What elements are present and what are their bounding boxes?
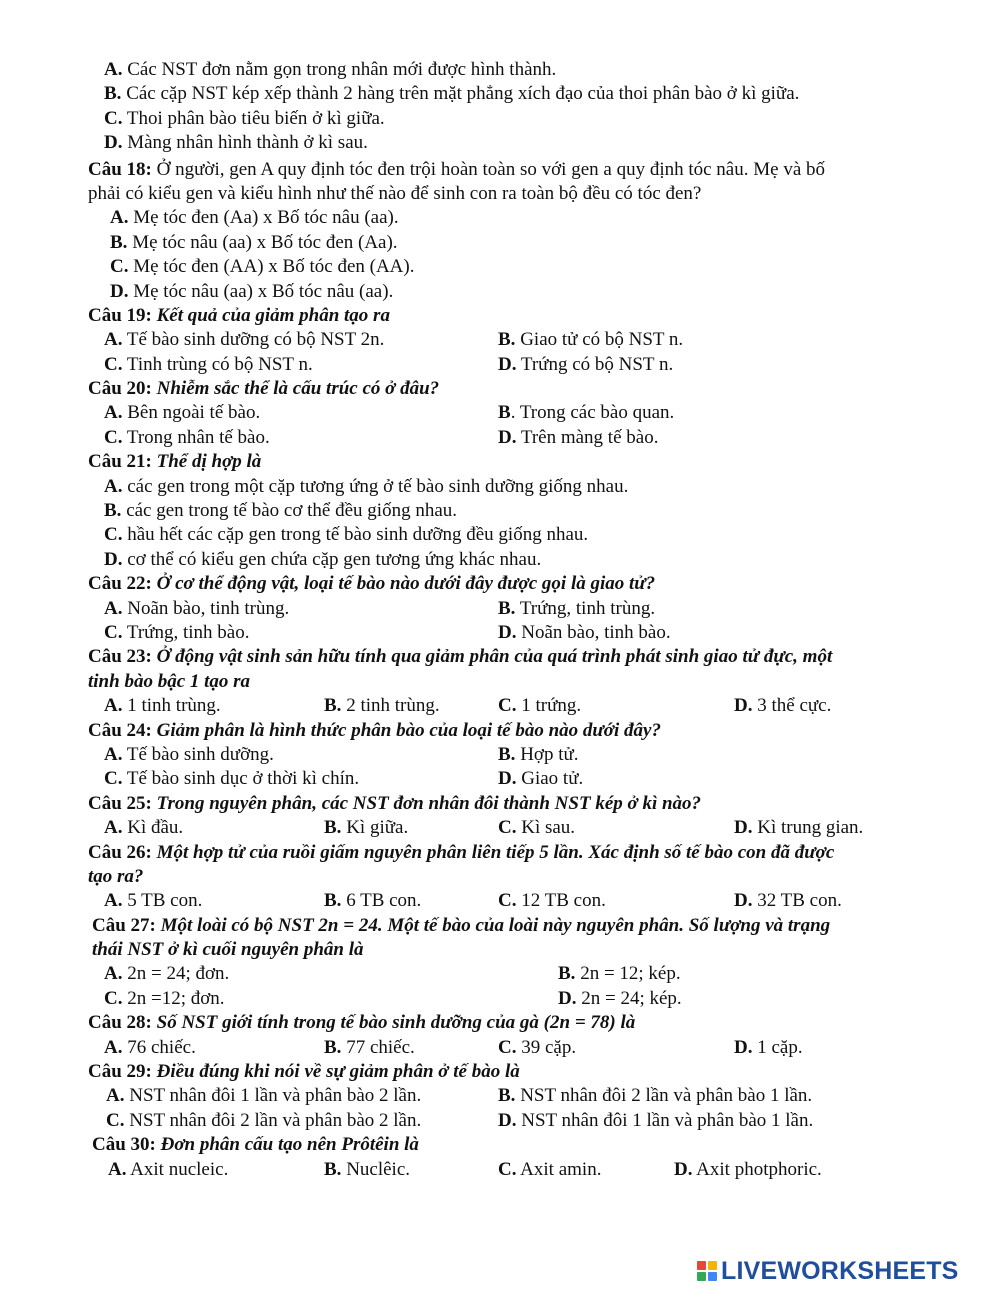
q20-option-a: A. Bên ngoài tế bào. [104, 402, 261, 424]
q27-option-d: D. 2n = 24; kép. [558, 987, 682, 1009]
q28-option-b: B. 77 chiếc. [324, 1036, 415, 1058]
q25-stem: Câu 25: Trong nguyên phân, các NST đơn nhân đôi thành NST kép ở kì nào? [88, 792, 702, 814]
q19-option-c: C. Tinh trùng có bộ NST n. [104, 353, 313, 375]
q26-stem: Câu 26: Một hợp tử của ruồi giấm nguyên phân liên tiếp 5 lần. Xác định số tế bào con đã được [88, 841, 835, 863]
q25-row [88, 816, 948, 840]
q29-option-b: B. NST nhân đôi 2 lần và phân bào 1 lần. [498, 1085, 813, 1107]
logo-square-1 [697, 1261, 706, 1270]
q19-row2 [88, 353, 948, 377]
q26-stem-cont: tạo ra? [88, 865, 144, 887]
q24-row2 [88, 767, 948, 791]
q29-row2 [88, 1109, 948, 1133]
q25-option-b: B. Kì giữa. [324, 817, 409, 839]
q29-row1 [88, 1084, 948, 1108]
q23-stem-cont: tinh bào bậc 1 tạo ra [88, 670, 251, 692]
q19-row1 [88, 328, 948, 352]
q23-option-b: B. 2 tinh trùng. [324, 695, 440, 717]
q20-row1 [88, 401, 948, 425]
q26-option-b: B. 6 TB con. [324, 890, 422, 912]
q27-stem: Câu 27: Một loài có bộ NST 2n = 24. Một tế bào của loài này nguyên phân. Số lượng và trạng [92, 914, 831, 936]
q23-option-c: C. 1 trứng. [498, 695, 582, 717]
q22-option-a: A. Noãn bào, tinh trùng. [104, 597, 290, 619]
q30-stem: Câu 30: Đơn phân cấu tạo nên Prôtêin là [92, 1134, 419, 1156]
q27-row1 [88, 962, 948, 986]
q19-stem: Câu 19: Kết quả của giảm phân tạo ra [88, 304, 390, 326]
q22-stem: Câu 22: Ở cơ thể động vật, loại tế bào nào dưới đây được gọi là giao tử? [88, 573, 656, 595]
q24-option-c: C. Tế bào sinh dục ở thời kì chín. [104, 768, 360, 790]
logo-square-3 [697, 1272, 706, 1281]
q18-stem-cont: phải có kiểu gen và kiểu hình như thế nào để sinh con ra toàn bộ đều có tóc đen? [88, 182, 702, 204]
q24-stem: Câu 24: Giảm phân là hình thức phân bào của loại tế bào nào dưới đây? [88, 719, 661, 741]
liveworksheets-logo-icon [697, 1261, 717, 1281]
q30-option-d: D. Axit photphoric. [674, 1158, 822, 1180]
q30-option-c: C. Axit amin. [498, 1158, 602, 1180]
q20-option-c: C. Trong nhân tế bào. [104, 426, 270, 448]
q21-option-b: B. các gen trong tế bào cơ thể đều giống nhau. [104, 500, 458, 522]
q29-option-c: C. NST nhân đôi 2 lần và phân bào 2 lần. [106, 1109, 422, 1131]
q22-option-d: D. Noãn bào, tinh bào. [498, 621, 671, 643]
q26-option-d: D. 32 TB con. [734, 890, 842, 912]
q18-option-b: B. Mẹ tóc nâu (aa) x Bố tóc đen (Aa). [110, 231, 398, 253]
q27-option-a: A. 2n = 24; đơn. [104, 963, 230, 985]
q23-option-a: A. 1 tinh trùng. [104, 695, 221, 717]
q21-stem: Câu 21: Thể dị hợp là [88, 451, 262, 473]
q23-option-d: D. 3 thể cực. [734, 695, 832, 717]
q29-option-a: A. NST nhân đôi 1 lần và phân bào 2 lần. [106, 1085, 422, 1107]
q19-option-b: B. Giao tử có bộ NST n. [498, 329, 684, 351]
q26-option-c: C. 12 TB con. [498, 890, 606, 912]
q18-option-d: D. Mẹ tóc nâu (aa) x Bố tóc nâu (aa). [110, 280, 394, 302]
q28-option-a: A. 76 chiếc. [104, 1036, 196, 1058]
q30-option-a: A. Axit nucleic. [108, 1158, 229, 1180]
q23-row [88, 694, 948, 718]
q26-row [88, 889, 948, 913]
q18-option-c: C. Mẹ tóc đen (AA) x Bố tóc đen (AA). [110, 256, 415, 278]
q19-option-a: A. Tế bào sinh dưỡng có bộ NST 2n. [104, 329, 385, 351]
q25-option-a: A. Kì đầu. [104, 817, 184, 839]
q27-stem-cont: thái NST ở kì cuối nguyên phân là [92, 939, 364, 961]
q21-option-a: A. các gen trong một cặp tương ứng ở tế bào sinh dưỡng giống nhau. [104, 475, 629, 497]
q28-row [88, 1036, 948, 1060]
q30-option-b: B. Nuclêic. [324, 1158, 411, 1180]
liveworksheets-brand-name: LIVEWORKSHEETS [721, 1256, 959, 1285]
q26-option-a: A. 5 TB con. [104, 890, 203, 912]
q24-row1 [88, 743, 948, 767]
q20-option-b: B. Trong các bào quan. [498, 402, 675, 424]
worksheet-page [88, 58, 948, 1182]
q22-row2 [88, 621, 948, 645]
q27-option-b: B. 2n = 12; kép. [558, 963, 681, 985]
q18-stem: Câu 18: Ở người, gen A quy định tóc đen trội hoàn toàn so với gen a quy định tóc nâu. Mẹ và bố [88, 158, 826, 180]
q21-option-c: C. hầu hết các cặp gen trong tế bào sinh dưỡng đều giống nhau. [104, 524, 589, 546]
q18-option-a: A. Mẹ tóc đen (Aa) x Bố tóc nâu (aa). [110, 207, 399, 229]
q29-stem: Câu 29: Điều đúng khi nói về sự giảm phân ở tế bào là [88, 1061, 520, 1083]
q30-row [88, 1158, 948, 1182]
q19-option-d: D. Trứng có bộ NST n. [498, 353, 674, 375]
q21-option-d: D. cơ thể có kiểu gen chứa cặp gen tương ứng khác nhau. [104, 548, 542, 570]
q22-option-b: B. Trứng, tinh trùng. [498, 597, 656, 619]
q25-option-c: C. Kì sau. [498, 817, 576, 839]
q24-option-d: D. Giao tử. [498, 768, 584, 790]
q28-option-d: D. 1 cặp. [734, 1036, 803, 1058]
q24-option-b: B. Hợp tử. [498, 743, 579, 765]
q22-row1 [88, 597, 948, 621]
q23-stem: Câu 23: Ở động vật sinh sản hữu tính qua giảm phân của quá trình phát sinh giao tử đực, một [88, 646, 833, 668]
q27-row2 [88, 987, 948, 1011]
q22-option-c: C. Trứng, tinh bào. [104, 621, 250, 643]
prev-option-c: C. Thoi phân bào tiêu biến ở kì giữa. [104, 107, 385, 129]
logo-square-4 [708, 1272, 717, 1281]
q20-option-d: D. Trên màng tế bào. [498, 426, 659, 448]
q29-option-d: D. NST nhân đôi 1 lần và phân bào 1 lần. [498, 1109, 814, 1131]
prev-option-b: B. Các cặp NST kép xếp thành 2 hàng trên mặt phẳng xích đạo của thoi phân bào ở kì giữa. [104, 83, 800, 105]
prev-option-d: D. Màng nhân hình thành ở kì sau. [104, 132, 368, 154]
q27-option-c: C. 2n =12; đơn. [104, 987, 225, 1009]
q20-stem: Câu 20: Nhiễm sắc thể là cấu trúc có ở đâu? [88, 378, 440, 400]
logo-square-2 [708, 1261, 717, 1270]
q24-option-a: A. Tế bào sinh dưỡng. [104, 743, 274, 765]
prev-option-a: A. Các NST đơn nằm gọn trong nhân mới được hình thành. [104, 59, 557, 80]
liveworksheets-logo[interactable] [697, 1257, 959, 1285]
q28-option-c: C. 39 cặp. [498, 1036, 577, 1058]
q25-option-d: D. Kì trung gian. [734, 817, 864, 839]
q20-row2 [88, 426, 948, 450]
q28-stem: Câu 28: Số NST giới tính trong tế bào sinh dưỡng của gà (2n = 78) là [88, 1012, 636, 1034]
